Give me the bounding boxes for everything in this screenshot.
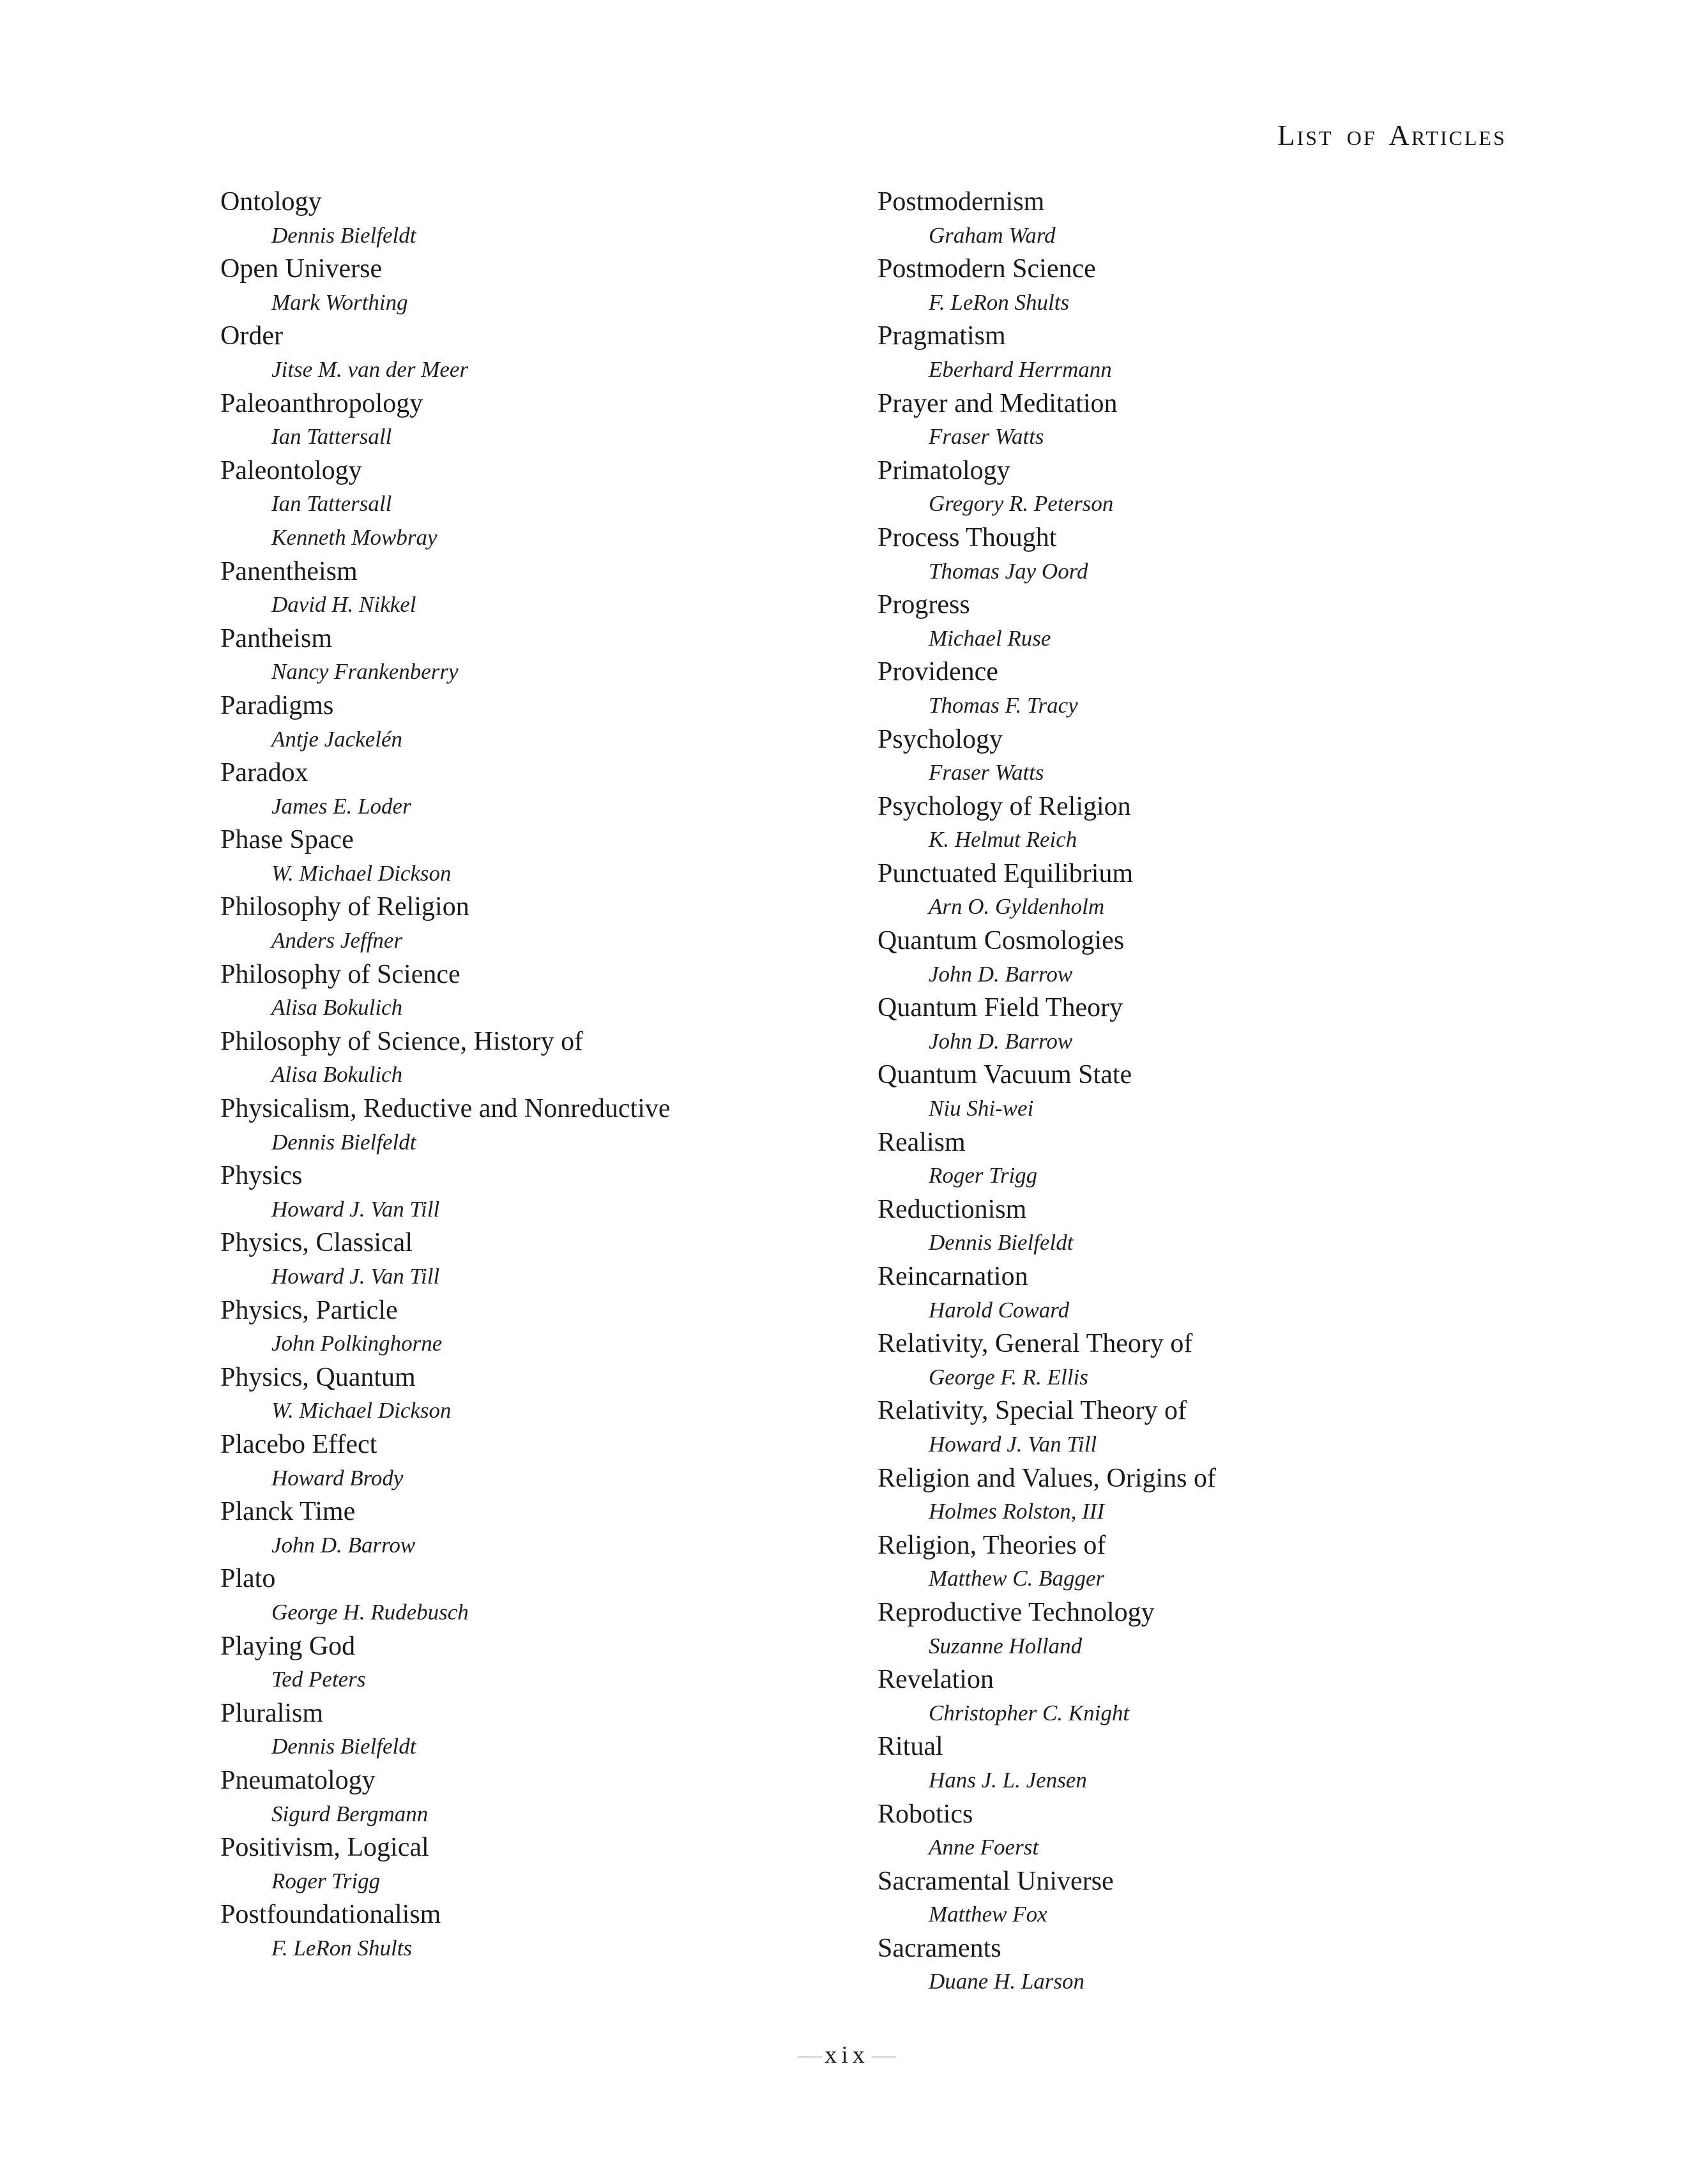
article-entry [220,823,885,890]
article-entry [220,387,885,454]
article-entry [878,991,1542,1058]
article-author: F. LeRon Shults [271,1935,413,1960]
article-entry [220,1831,885,1898]
article-entry [220,1361,885,1428]
article-title: Paradigms [220,690,334,720]
article-entry [878,185,1542,252]
article-entry [220,890,885,957]
article-entry [878,588,1542,655]
article-title: Paradox [220,758,308,788]
article-author: Kenneth Mowbray [271,524,437,550]
article-author: John Polkinghorne [271,1331,443,1356]
article-author: Thomas F. Tracy [929,692,1078,718]
article-author: Matthew Fox [929,1902,1047,1927]
article-title: Physics, Quantum [220,1362,416,1392]
article-title: Revelation [878,1665,994,1695]
article-author: George F. R. Ellis [929,1364,1088,1390]
article-title: Placebo Effect [220,1429,377,1459]
article-author: John D. Barrow [929,1028,1073,1054]
article-author: Ted Peters [271,1667,366,1692]
article-entry [878,723,1542,790]
article-entry [220,1562,885,1629]
article-author: Howard J. Van Till [271,1264,440,1289]
article-title: Relativity, General Theory of [878,1329,1193,1359]
article-entry [878,1058,1542,1125]
article-author: Howard J. Van Till [271,1196,440,1222]
article-entry [878,521,1542,588]
article-author: Niu Shi-wei [929,1096,1034,1121]
article-entry [878,1529,1542,1596]
article-author: Anne Foerst [929,1835,1039,1860]
article-title: Providence [878,657,998,687]
article-entry [878,1260,1542,1327]
article-author: Dennis Bielfeldt [929,1230,1074,1255]
article-entry [220,1226,885,1293]
article-author: Dennis Bielfeldt [271,1734,416,1759]
article-entry [220,1898,885,1965]
article-entry [220,555,885,622]
article-title: Pantheism [220,623,332,653]
article-entry [878,1798,1542,1865]
article-author: Roger Trigg [271,1868,381,1893]
article-title: Sacraments [878,1933,1001,1963]
article-author: Alisa Bokulich [271,1062,403,1088]
article-entry [878,454,1542,521]
article-author: John D. Barrow [929,961,1073,987]
article-title: Robotics [878,1799,973,1829]
article-entry [220,1697,885,1764]
article-title: Postmodernism [878,187,1045,216]
article-author: Christopher C. Knight [929,1700,1130,1725]
article-author: Duane H. Larson [929,1969,1085,1994]
article-author: Michael Ruse [929,625,1051,651]
article-author: John D. Barrow [271,1532,416,1558]
article-entry [878,1663,1542,1730]
article-title: Physics, Classical [220,1228,413,1258]
article-author: Mark Worthing [271,289,408,315]
article-entry [220,1764,885,1831]
page-footer [798,2041,896,2069]
article-title: Quantum Cosmologies [878,926,1125,956]
article-entry [878,319,1542,386]
article-title: Primatology [878,455,1010,485]
article-title: Psychology of Religion [878,791,1131,821]
article-title: Paleoanthropology [220,388,423,418]
article-author: W. Michael Dickson [271,860,452,886]
article-author: Antje Jackelén [271,726,403,752]
article-title: Positivism, Logical [220,1833,429,1863]
article-title: Playing God [220,1631,356,1661]
article-entry [878,1596,1542,1663]
article-title: Punctuated Equilibrium [878,858,1134,888]
article-list-column-left [220,185,885,1965]
page-number: xix [825,2042,869,2068]
article-entry [878,1730,1542,1797]
article-title: Reductionism [878,1194,1027,1224]
article-title: Order [220,321,283,351]
article-entry [220,1630,885,1697]
article-title: Philosophy of Science, History of [220,1026,584,1056]
article-entry [878,1394,1542,1461]
article-author: Anders Jeffner [271,928,403,953]
article-author: George H. Rudebusch [271,1599,469,1625]
article-title: Quantum Vacuum State [878,1060,1132,1090]
article-author: Thomas Jay Oord [929,558,1088,584]
article-author: Harold Coward [929,1297,1070,1323]
article-entry [878,1932,1542,1999]
article-author: Ian Tattersall [271,491,392,517]
article-entry [220,454,885,555]
article-title: Physicalism, Reductive and Nonreductive [220,1094,671,1124]
article-title: Panentheism [220,556,358,586]
article-title: Philosophy of Religion [220,892,469,922]
article-author: Howard J. Van Till [929,1431,1097,1457]
article-title: Plato [220,1564,276,1594]
article-entry [220,1025,885,1092]
article-author: Jitse M. van der Meer [271,356,469,382]
article-title: Reincarnation [878,1262,1028,1291]
article-title: Reproductive Technology [878,1597,1155,1627]
article-entry [878,1327,1542,1394]
article-title: Realism [878,1127,966,1157]
article-entry [220,1092,885,1159]
article-author: Arn O. Gyldenholm [929,894,1105,920]
article-entry [878,924,1542,991]
article-author: W. Michael Dickson [271,1398,452,1423]
article-author: Howard Brody [271,1465,404,1490]
article-author: Sigurd Bergmann [271,1801,429,1826]
article-author: Eberhard Herrmann [929,356,1112,382]
article-author: David H. Nikkel [271,592,416,618]
article-title: Psychology [878,724,1003,754]
article-title: Relativity, Special Theory of [878,1396,1187,1426]
article-title: Paleontology [220,455,362,485]
article-author: Roger Trigg [929,1163,1038,1188]
article-author: Ian Tattersall [271,424,392,450]
article-title: Physics [220,1161,303,1191]
article-title: Religion and Values, Origins of [878,1463,1217,1493]
article-title: Pragmatism [878,321,1006,351]
article-entry [878,1193,1542,1260]
article-entry [220,1428,885,1495]
article-entry [220,689,885,756]
article-author: James E. Loder [271,793,411,819]
article-entry [878,1126,1542,1193]
article-entry [220,622,885,689]
article-author: Graham Ward [929,222,1056,248]
article-title: Progress [878,590,970,620]
article-author: Suzanne Holland [929,1633,1083,1658]
article-author: Holmes Rolston, III [929,1499,1105,1524]
article-entry [878,790,1542,857]
article-title: Physics, Particle [220,1295,398,1325]
article-title: Postfoundationalism [220,1900,441,1930]
article-author: Fraser Watts [929,424,1044,450]
article-title: Quantum Field Theory [878,993,1123,1023]
article-title: Ontology [220,187,322,216]
article-author: Nancy Frankenberry [271,659,459,685]
article-author: F. LeRon Shults [929,289,1070,315]
article-entry [220,1159,885,1226]
article-author: Matthew C. Bagger [929,1566,1105,1591]
article-author: Alisa Bokulich [271,995,403,1020]
article-title: Postmodern Science [878,254,1096,284]
article-author: Dennis Bielfeldt [271,222,416,248]
article-author: Fraser Watts [929,760,1044,785]
page-title: List of Articles [1277,119,1507,151]
article-entry [878,857,1542,924]
article-title: Prayer and Meditation [878,388,1118,418]
article-title: Planck Time [220,1497,356,1527]
article-entry [878,387,1542,454]
article-entry [220,958,885,1025]
article-title: Pneumatology [220,1765,376,1795]
article-author: Hans J. L. Jensen [929,1767,1087,1793]
article-title: Ritual [878,1732,943,1762]
article-title: Pluralism [220,1698,324,1728]
article-title: Phase Space [220,825,354,855]
article-entry [220,185,885,252]
article-entry [220,252,885,319]
article-entry [220,756,885,823]
article-title: Sacramental Universe [878,1866,1114,1896]
folio-dash-left: — [798,2042,823,2068]
article-author: K. Helmut Reich [929,827,1077,853]
article-entry [220,1495,885,1562]
article-entry [220,1294,885,1361]
article-entry [878,1865,1542,1932]
article-title: Open Universe [220,254,383,284]
article-entry [220,319,885,386]
article-title: Process Thought [878,522,1057,552]
article-entry [878,655,1542,722]
folio-dash-right: — [871,2042,896,2068]
article-title: Religion, Theories of [878,1530,1106,1560]
article-author: Gregory R. Peterson [929,491,1114,517]
article-list-column-right [878,185,1542,1999]
article-entry [878,1462,1542,1529]
article-title: Philosophy of Science [220,959,460,989]
article-author: Dennis Bielfeldt [271,1129,416,1155]
article-entry [878,252,1542,319]
